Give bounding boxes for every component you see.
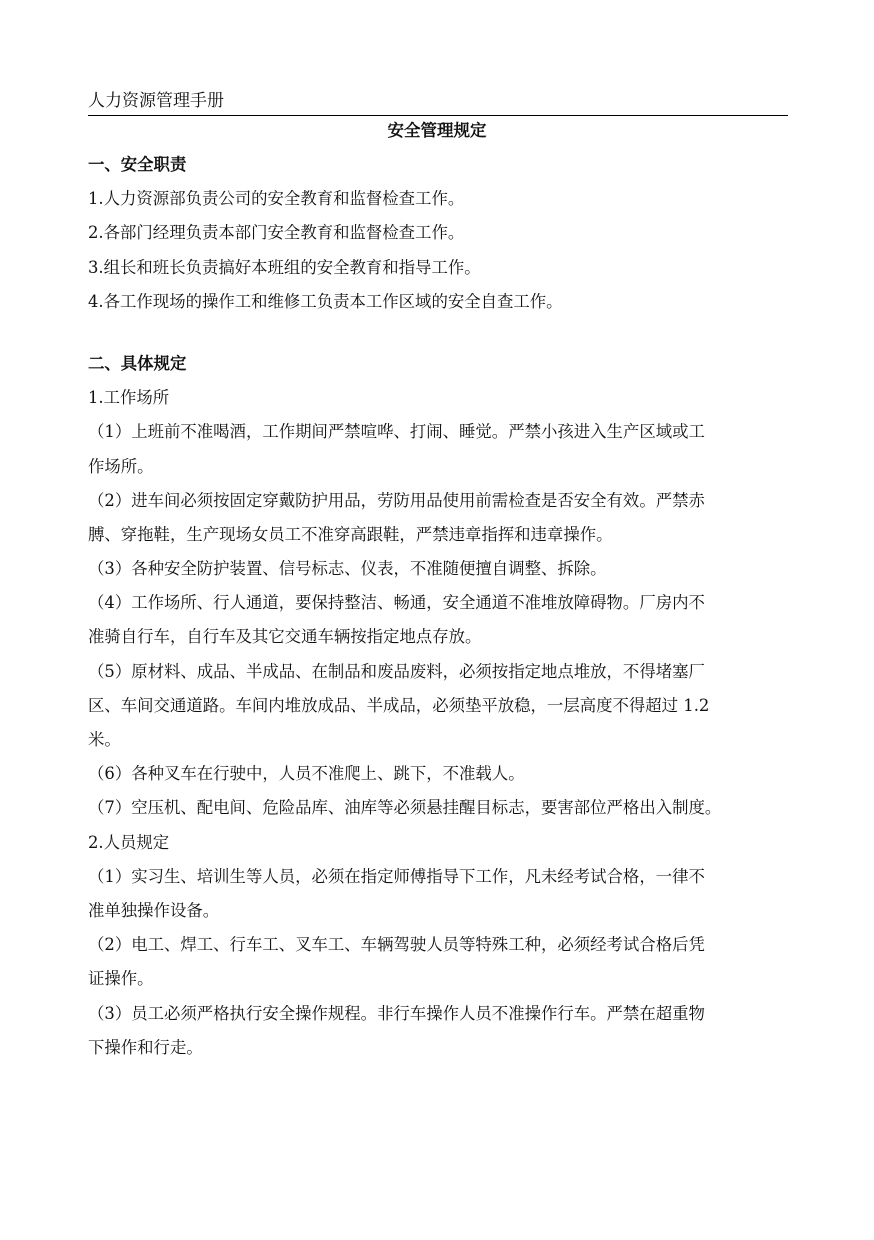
duty-item-4: 4.各工作现场的操作工和维修工负责本工作区域的安全自查工作。 (88, 291, 563, 311)
rule-line: （3）各种安全防护装置、信号标志、仪表，不准随便擅自调整、拆除。 (88, 559, 607, 579)
personnel-rule-3 (88, 1002, 788, 1070)
header-title: 人力资源管理手册 (88, 91, 224, 111)
duty-item-3: 3.组长和班长负责搞好本班组的安全教育和指导工作。 (88, 257, 481, 277)
rule-line: 证操作。 (88, 969, 154, 989)
personnel-rule-2 (88, 933, 788, 1001)
section-heading-regulations: 二、具体规定 (88, 353, 187, 373)
rule-line: 下操作和行走。 (88, 1037, 203, 1057)
rule-line: （5）原材料、成品、半成品、在制品和废品废料，必须按指定地点堆放，不得堵塞厂 (88, 661, 705, 681)
rule-line: （2）电工、焊工、行车工、叉车工、车辆驾驶人员等特殊工种，必须经考试合格后凭 (88, 935, 705, 955)
rule-line: 准骑自行车，自行车及其它交通车辆按指定地点存放。 (88, 627, 482, 647)
rule-line: （1）上班前不准喝酒，工作期间严禁喧哗、打闹、睡觉。严禁小孩进入生产区域或工 (88, 422, 705, 442)
document-title: 安全管理规定 (387, 121, 487, 140)
subsection-title-workplace: 1.工作场所 (88, 388, 170, 408)
rule-line: 准单独操作设备。 (88, 900, 220, 920)
rule-line: （7）空压机、配电间、危险品库、油库等必须悬挂醒目标志，要害部位严格出入制度。 (88, 798, 722, 818)
personnel-rule-1 (88, 865, 788, 933)
document-body (88, 153, 788, 1070)
rule-line: （1）实习生、培训生等人员，必须在指定师傅指导下工作，凡未经考试合格，一律不 (88, 866, 705, 886)
rule-line: 作场所。 (88, 456, 154, 476)
workplace-rule-5 (88, 660, 788, 763)
rule-line: （2）进车间必须按固定穿戴防护用品，劳防用品使用前需检查是否安全有效。严禁赤 (88, 490, 705, 510)
section-spacer (88, 324, 788, 352)
workplace-rule-1 (88, 420, 788, 488)
rule-line: （6）各种叉车在行驶中，人员不准爬上、跳下，不准载人。 (88, 764, 525, 784)
workplace-rule-3 (88, 557, 788, 591)
duty-item-1: 1.人力资源部负责公司的安全教育和监督检查工作。 (88, 189, 465, 209)
rule-line: 米。 (88, 730, 121, 749)
rule-line: （4）工作场所、行人通道，要保持整洁、畅通，安全通道不准堆放障碍物。厂房内不 (88, 593, 705, 613)
section-heading-duties: 一、安全职责 (88, 155, 187, 174)
workplace-rule-7 (88, 796, 788, 830)
page-header (88, 88, 788, 116)
duty-item-2: 2.各部门经理负责本部门安全教育和监督检查工作。 (88, 223, 465, 243)
rule-line: 膊、穿拖鞋，生产现场女员工不准穿高跟鞋，严禁违章指挥和违章操作。 (88, 524, 613, 544)
workplace-rule-4 (88, 591, 788, 659)
rule-line: 区、车间交通道路。车间内堆放成品、半成品，必须垫平放稳，一层高度不得超过 1.2 (88, 695, 710, 715)
workplace-rule-6 (88, 762, 788, 796)
rule-line: （3）员工必须严格执行安全操作规程。非行车操作人员不准操作行车。严禁在超重物 (88, 1003, 705, 1023)
workplace-rule-2 (88, 489, 788, 557)
subsection-title-personnel: 2.人员规定 (88, 832, 170, 852)
